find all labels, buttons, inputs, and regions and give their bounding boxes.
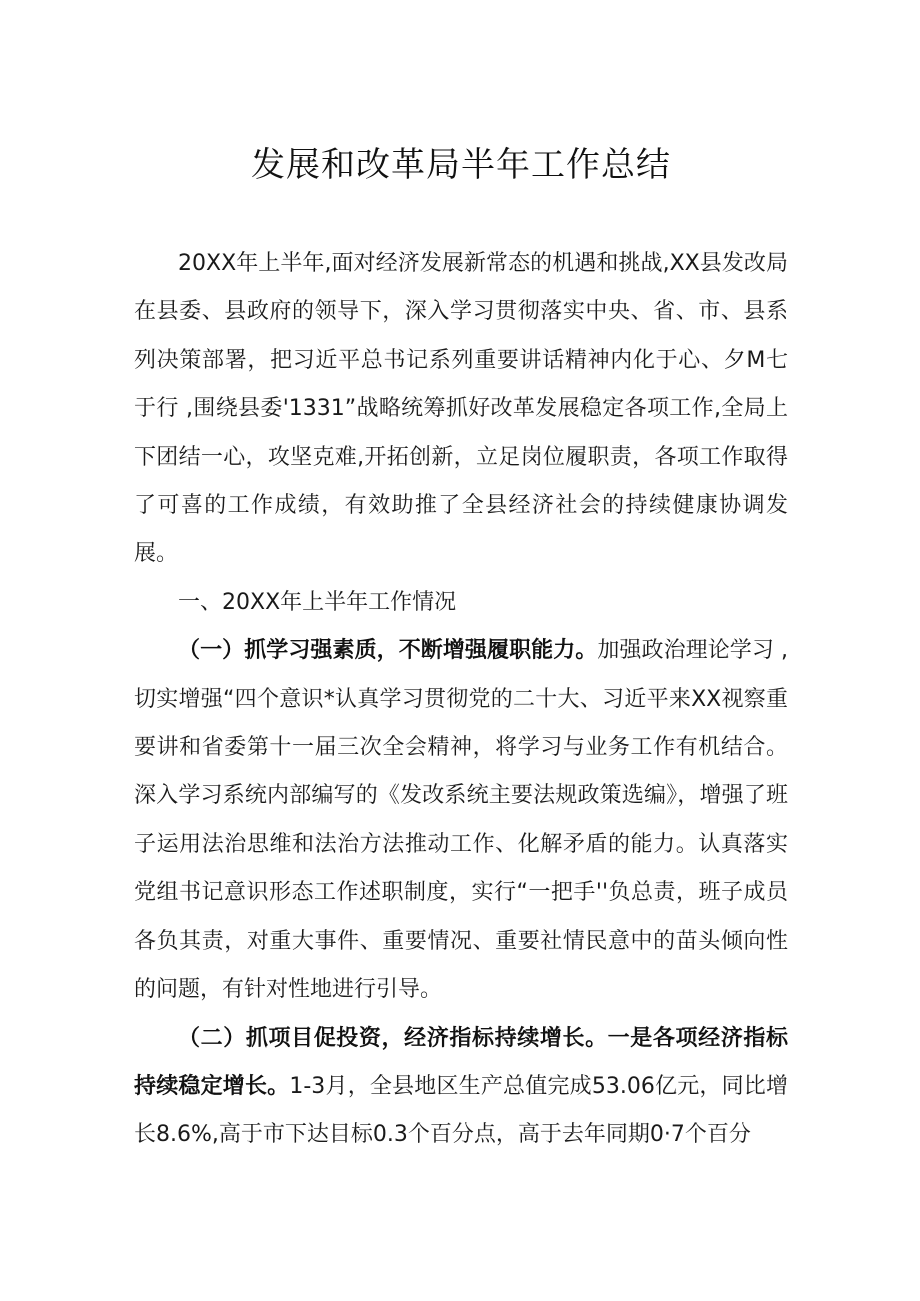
paragraph-text: 一、20XX年上半年工作情况: [178, 589, 457, 615]
paragraph-lead: （一）抓学习强素质，不断增强履职能力。: [178, 638, 598, 664]
paragraph-projects: [134, 1015, 788, 1160]
paragraph-lead: （二）抓项目促投资，经济指标持续增长。一是各项经济指标持续稳定增长。: [134, 1025, 788, 1099]
document-body: [134, 240, 788, 1160]
paragraph-study: [134, 627, 788, 1014]
paragraph-text: 20XX年上半年,面对经济发展新常态的机遇和挑战,XX县发改局在县委、县政府的领导下，深入学习贯彻落实中央、省、市、县系列决策部署，把习近平总书记系列重要讲话精神内化于心、夕M七于行 ,围绕县委'1331”战略统筹抓好改革发展稳定各项工作,全局上下团结一心，攻坚克难,开拓创新，立足岗位履职责，各项工作取得了可喜的工作成绩，有效助推了全县经济社会的持续健康协调发展。: [134, 251, 788, 567]
paragraph-intro: [134, 240, 788, 579]
document-title: 发展和改革局半年工作总结: [251, 145, 671, 185]
paragraph-text: 1-3月，全县地区生产总值完成53.06亿元，同比增长8.6%,高于市下达目标0.3个百分点，高于去年同期0·7个百分: [134, 1073, 788, 1148]
section-heading: [134, 579, 788, 627]
paragraph-text: 加强政治理论学习 ,切实增强“四个意识*认真学习贯彻党的二十大、习近平来XX视察重要讲和省委第十一届三次全会精神，将学习与业务工作有机结合。深入学习系统内部编写的《发改系统主要法规政策选编》，增强了班子运用法治思维和法治方法推动工作、化解矛盾的能力。认真落实党组书记意识形态工作述职制度，实行“一把手''负总责，班子成员各负其责，对重大事件、重要情况、重要社情民意中的苗头倾向性的问题，有针对性地进行引导。: [134, 638, 788, 1003]
